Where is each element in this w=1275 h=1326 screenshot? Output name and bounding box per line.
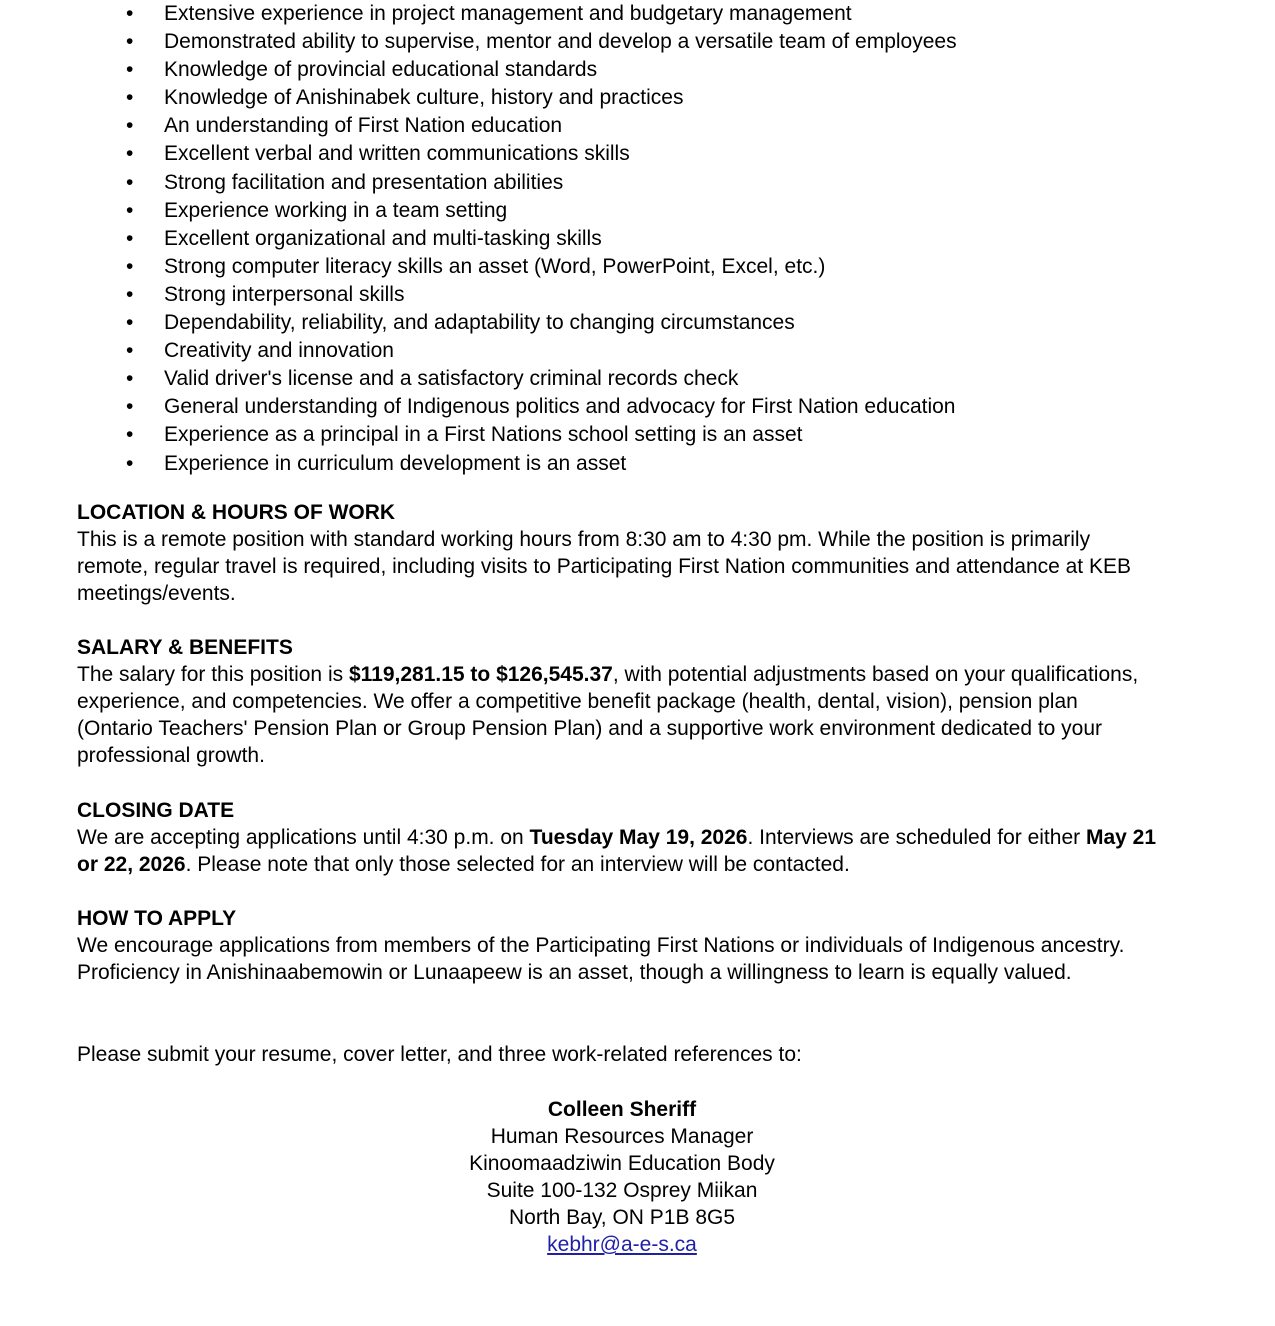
closing-section: [77, 797, 1157, 878]
requirement-text: Dependability, reliability, and adaptability to changing circumstances: [164, 311, 795, 335]
bullet-icon: •: [126, 339, 134, 363]
location-section: [77, 499, 1157, 607]
contact-title: Human Resources Manager: [490, 1125, 754, 1148]
requirement-text: Strong interpersonal skills: [164, 282, 405, 306]
submit-instructions: [77, 1041, 1157, 1068]
requirement-text: Demonstrated ability to supervise, mentor and develop a versatile team of employees: [164, 30, 957, 54]
apply-text: We encourage applications from members of the Participating First Nations or individuals of Indigenous ancestry. Proficiency in Anishinaabemowin or Lunaapeew is an asset, though a willingness to learn is equally valued.: [77, 934, 1125, 984]
contact-block: [322, 1096, 922, 1258]
requirement-item: [126, 309, 1226, 337]
bullet-icon: •: [126, 114, 134, 138]
closing-text: [77, 824, 1157, 878]
requirement-item: [126, 225, 1226, 253]
requirement-item: [126, 84, 1226, 112]
bullet-icon: •: [126, 2, 134, 25]
requirement-item: [126, 337, 1226, 365]
requirement-text: Experience in curriculum development is an asset: [164, 451, 627, 475]
location-text: This is a remote position with standard working hours from 8:30 am to 4:30 pm. While the position is primarily remote, regular travel is required, including visits to Participating First Nation communities and attendance at KEB meetings/events.: [77, 528, 1131, 605]
requirement-item: [126, 421, 1226, 449]
bullet-icon: •: [126, 142, 134, 166]
bullet-icon: •: [126, 423, 134, 447]
requirement-item: [126, 0, 1226, 28]
bullet-icon: •: [126, 170, 134, 194]
contact-email-link[interactable]: kebhr@a-e-s.ca: [547, 1233, 697, 1256]
bullet-icon: •: [126, 226, 134, 250]
requirement-text: Excellent verbal and written communications skills: [164, 142, 630, 166]
salary-heading: SALARY & BENEFITS: [77, 636, 293, 659]
salary-amount: $119,281.15 to $126,545.37: [348, 663, 613, 686]
bullet-icon: •: [126, 367, 134, 391]
requirement-item: [126, 393, 1226, 421]
requirement-text: Knowledge of provincial educational standards: [164, 58, 598, 82]
requirement-item: [126, 112, 1226, 140]
requirements-list: [126, 0, 1226, 478]
requirement-text: Knowledge of Anishinabek culture, history and practices: [164, 86, 684, 110]
interview-dates: May 21 or 22, 2026: [77, 826, 1157, 876]
closing-date: Tuesday May 19, 2026: [529, 826, 748, 849]
requirement-item: [126, 197, 1226, 225]
bullet-icon: •: [126, 30, 134, 54]
requirement-text: Experience as a principal in a First Nations school setting is an asset: [164, 423, 803, 447]
bullet-icon: •: [126, 254, 134, 278]
bullet-icon: •: [126, 451, 134, 475]
closing-text-middle: . Interviews are scheduled for either: [747, 826, 1086, 849]
bullet-icon: •: [126, 395, 134, 419]
closing-heading: CLOSING DATE: [77, 799, 235, 822]
salary-text-before: The salary for this position is: [77, 663, 349, 686]
contact-name: Colleen Sheriff: [547, 1098, 697, 1121]
requirement-item: [126, 169, 1226, 197]
requirement-text: Strong computer literacy skills an asset (Word, PowerPoint, Excel, etc.): [164, 254, 826, 278]
requirement-item: [126, 365, 1226, 393]
bullet-icon: •: [126, 58, 134, 82]
requirement-text: General understanding of Indigenous politics and advocacy for First Nation education: [164, 395, 956, 419]
bullet-icon: •: [126, 282, 134, 306]
contact-organization: Kinoomaadziwin Education Body: [469, 1152, 775, 1175]
requirement-item: [126, 56, 1226, 84]
requirement-text: Creativity and innovation: [164, 339, 394, 363]
bullet-icon: •: [126, 311, 134, 335]
bullet-icon: •: [126, 198, 134, 222]
requirement-item: [126, 450, 1226, 478]
closing-text-after: . Please note that only those selected for an interview will be contacted.: [185, 853, 850, 876]
requirement-text: Excellent organizational and multi-tasking skills: [164, 226, 602, 250]
requirement-item: [126, 281, 1226, 309]
requirement-text: Strong facilitation and presentation abilities: [164, 170, 564, 194]
salary-text: [77, 661, 1157, 769]
requirement-text: An understanding of First Nation education: [164, 114, 563, 138]
requirement-item: [126, 28, 1226, 56]
contact-city: North Bay, ON P1B 8G5: [508, 1206, 736, 1229]
requirement-text: Valid driver's license and a satisfactory criminal records check: [164, 367, 739, 391]
salary-section: [77, 634, 1157, 769]
requirement-item: [126, 253, 1226, 281]
bullet-icon: •: [126, 86, 134, 110]
apply-section: [77, 905, 1157, 986]
submit-text: Please submit your resume, cover letter, and three work-related references to:: [77, 1043, 802, 1066]
requirement-item: [126, 140, 1226, 168]
contact-address: Suite 100-132 Osprey Miikan: [486, 1179, 758, 1202]
closing-text-before: We are accepting applications until 4:30 p.m. on: [77, 826, 530, 849]
apply-heading: HOW TO APPLY: [77, 907, 237, 930]
requirement-text: Experience working in a team setting: [164, 198, 508, 222]
requirement-text: Extensive experience in project management and budgetary management: [164, 2, 852, 25]
salary-text-after: , with potential adjustments based on your qualifications, experience, and competencies. We offer a competitive benefit package (health, dental, vision), pension plan (Ontario Teachers' Pension Plan or Group Pension Plan) and a supportive work environment dedicated to your professional growth.: [77, 663, 1139, 767]
location-heading: LOCATION & HOURS OF WORK: [77, 501, 396, 524]
